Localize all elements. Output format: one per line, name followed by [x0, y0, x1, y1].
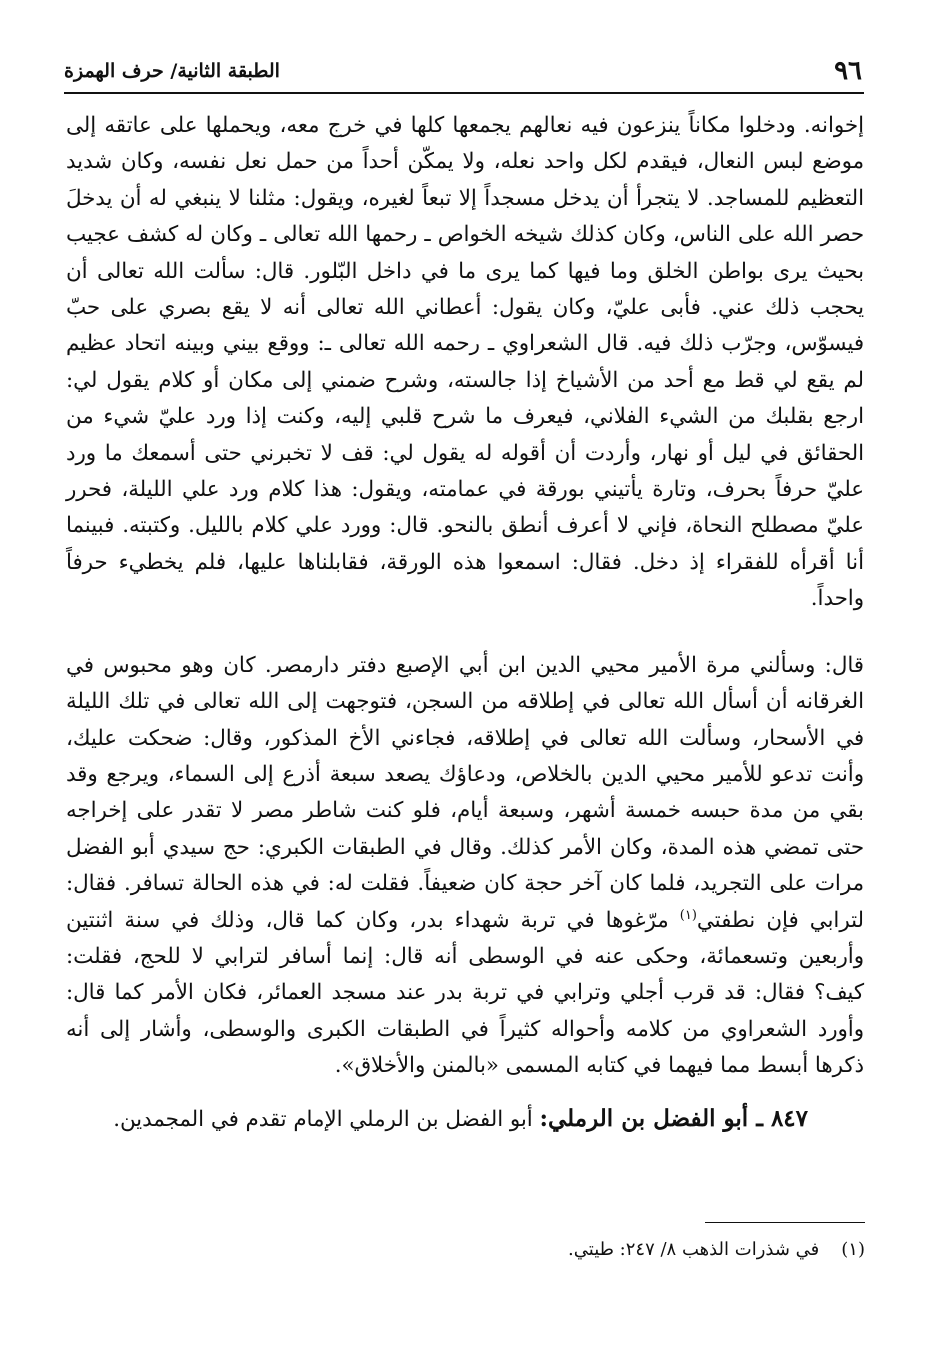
footnote-number: (١) [841, 1239, 865, 1260]
page-number: ٩٦ [834, 56, 862, 86]
footnote-divider [705, 1222, 865, 1223]
footnote-text: في شذرات الذهب ٨/ ٢٤٧: طيتي. [568, 1239, 820, 1260]
entry-heading: ٨٤٧ ـ أبو الفضل بن الرملي: [539, 1104, 808, 1132]
paragraph-2 [66, 648, 864, 1085]
body-text [66, 108, 864, 1138]
page-header [64, 52, 864, 94]
footnote-marker: (١) [679, 907, 697, 923]
biography-entry [66, 1101, 864, 1138]
paragraph-2-part-1: قال: وسألني مرة الأمير محيي الدين ابن أبي الإصبع دفتر دارمصر. كان وهو محبوس في الغرقانه أن أسأل الله تعالى في إطلاقه من السجن، فتوجهت إلى الله تعالى في تلك الليلة في الأسحار، وسألت الله تعالى في إطلاقه، فجاءني الأخ المذكور، وقال: ضحكت عليك، وأنت تدعو للأمير محيي الدين بالخلاص، ودعاؤك يصعد سبعة أذرع إلى السماء، ويرجع وقد بقي من مدة حبسه خمسة أشهر، وسبعة أيام، فلو كنت شاطر مصر لا تقدر على إخراجه حتى تمضي هذه المدة، وكان الأمر كذلك. وقال في الطبقات الكبري: حج سيدي أبو الفضل مرات على التجريد، فلما كان آخر حجة كان ضعيفاً. فقلت له: في هذه الحالة تسافر. فقال: لترابي فإن نطفتي [66, 652, 864, 933]
entry-text: أبو الفضل بن الرملي الإمام تقدم في المجمدين. [113, 1106, 540, 1132]
footnote [265, 1236, 865, 1264]
paragraph-2-part-2: مرّغوها في تربة شهداء بدر، وكان كما قال، وذلك في سنة اثنتين وأربعين وتسعمائة، وحكى عنه في الوسطى أنه قال: إنما أسافر لترابي لا للحج، فقلت: كيف؟ فقال: قد قرب أجلي وترابي في تربة بدر عند مسجد العمائر، فكان الأمر كما قال: وأورد الشعراوي من كلامه وأحواله كثيراً في الطبقات الكبرى والوسطى، وأشار إلى أنه ذكرها أبسط مما فيهما في كتابه المسمى «بالمنن والأخلاق». [66, 907, 864, 1079]
running-title: الطبقة الثانية/ حرف الهمزة [64, 60, 280, 82]
paragraph-1: إخوانه. ودخلوا مكاناً ينزعون فيه نعالهم يجمعها كلها في خرج معه، ويحملها على عاتقه إلى موضع لبس النعال، فيقدم لكل واحد نعله، ولا يمكّن أحداً من حمل نعل نفسه، وكان شديد التعظيم للمساجد. لا يتجرأ أن يدخل مسجداً إلا تبعاً لغيره، ويقول: مثلنا لا ينبغي له أن يدخلَ حصر الله على الناس، وكان كذلك شيخه الخواص ـ رحمها الله تعالى ـ وكان له كشف عجيب بحيث يرى بواطن الخلق وما فيها كما يرى ما في داخل البّلور. قال: سألت الله تعالى أن يحجب ذلك عني. فأبى عليّ، وكان يقول: أعطاني الله تعالى أنه لا يقع بصري على حبّ فيسوّس، وجرّب ذلك فيه. قال الشعراوي ـ رحمه الله تعالى ـ: ووقع بيني وبينه اتحاد عظيم لم يقع لي قط مع أحد من الأشياخ إذا جالسته، وشرح ضمني إلى مكان أو كلام يقول لي: ارجع بقلبك من الشيء الفلاني، فيعرف ما شرح قلبي إليه، وكنت إذا ورد عليّ شيء من الحقائق في ليل أو نهار، وأردت أن أقوله له يقول لي: قف لا تخبرني حتى أسمعك ما ورد عليّ حرفاً بحرف، وتارة يأتيني بورقة في عمامته، ويقول: هذا كلام ورد علي الليلة، فحرر عليّ مصطلح النحاة، فإني لا أعرف أنطق بالنحو. قال: وورد علي كلام بالليل. وكتبته. فبينما أنا أقرأه للفقراء إذ دخل. فقال: اسمعوا هذه الورقة، فقابلناها عليها، فلم يخطيء حرفاً واحداً. [66, 113, 864, 612]
